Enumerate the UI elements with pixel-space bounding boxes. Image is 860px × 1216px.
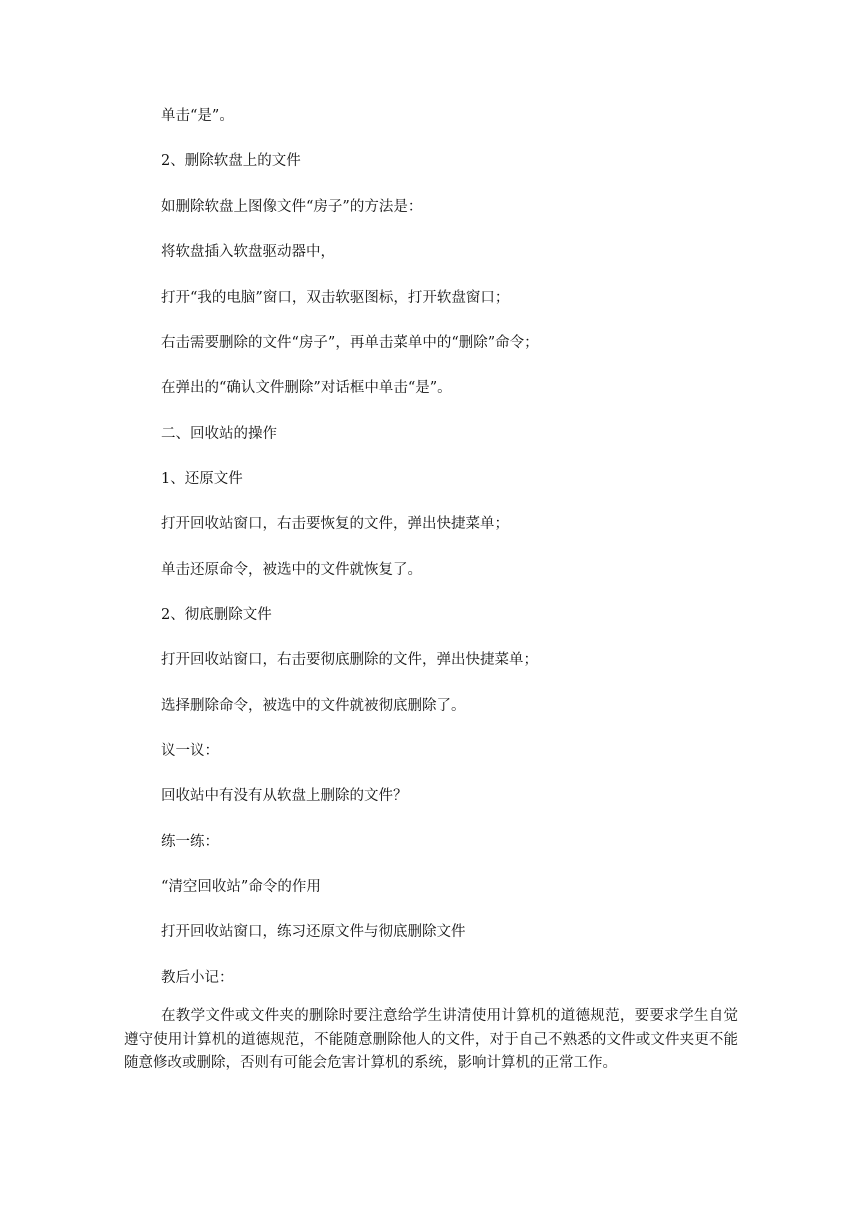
text-line-4: 将软盘插入软盘驱动器中， <box>161 244 335 260</box>
text-line-10: 打开回收站窗口，右击要恢复的文件，弹出快捷菜单； <box>161 516 509 532</box>
heading-permanent-delete: 2、彻底删除文件 <box>161 607 272 623</box>
heading-discuss: 议一议： <box>161 743 219 759</box>
text-line-13: 打开回收站窗口，右击要彻底删除的文件，弹出快捷菜单； <box>161 652 538 668</box>
heading-teaching-notes: 教后小记： <box>161 970 234 986</box>
heading-restore-file: 1、还原文件 <box>161 471 243 487</box>
text-line-14: 选择删除命令，被选中的文件就被彻底删除了。 <box>161 698 466 714</box>
heading-recycle-bin-operations: 二、回收站的操作 <box>161 426 277 442</box>
text-line-11: 单击还原命令，被选中的文件就恢复了。 <box>161 562 422 578</box>
text-line-5: 打开“我的电脑”窗口，双击软驱图标，打开软盘窗口； <box>161 290 510 306</box>
heading-practice: 练一练： <box>161 834 219 850</box>
text-line-16: 回收站中有没有从软盘上删除的文件？ <box>161 788 408 804</box>
text-line-3: 如删除软盘上图像文件“房子”的方法是： <box>161 199 423 215</box>
text-line-19: 打开回收站窗口，练习还原文件与彻底删除文件 <box>161 924 466 940</box>
text-line-6: 右击需要删除的文件“房子”，再单击菜单中的“删除”命令； <box>161 335 539 351</box>
teaching-notes-paragraph: 在教学文件或文件夹的删除时要注意给学生讲清使用计算机的道德规范，要要求学生自觉遵守使用计算机的道德规范，不能随意删除他人的文件，对于自己不熟悉的文件或文件夹更不能随意修改或删除，否则有可能会危害计算机的系统，影响计算机的正常工作。 <box>124 1008 738 1071</box>
heading-delete-floppy-file: 2、删除软盘上的文件 <box>161 153 301 169</box>
text-line-18: “清空回收站”命令的作用 <box>161 879 321 895</box>
text-line-1: 单击“是”。 <box>161 108 234 124</box>
text-line-7: 在弹出的“确认文件删除”对话框中单击“是”。 <box>161 380 452 396</box>
